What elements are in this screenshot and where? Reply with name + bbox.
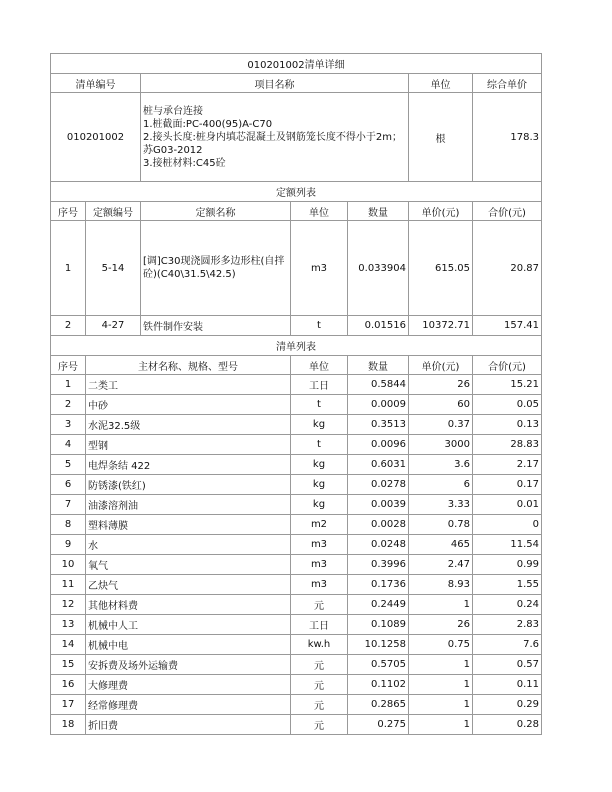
quota-col-no: 序号 (51, 202, 86, 221)
material-unit: m3 (291, 555, 348, 575)
quota-qty: 0.033904 (348, 221, 409, 316)
material-qty: 0.0009 (348, 395, 409, 415)
material-qty: 0.0278 (348, 475, 409, 495)
material-unit: kg (291, 475, 348, 495)
material-price: 0.75 (409, 635, 473, 655)
material-total: 0.24 (473, 595, 542, 615)
material-price: 3.6 (409, 455, 473, 475)
material-no: 13 (51, 615, 86, 635)
table-title: 010201002清单详细 (51, 54, 542, 74)
material-no: 9 (51, 535, 86, 555)
material-price: 8.93 (409, 575, 473, 595)
material-no: 16 (51, 675, 86, 695)
material-row (51, 615, 542, 635)
material-name: 防锈漆(铁红) (86, 475, 291, 495)
bill-description (141, 93, 409, 182)
material-price: 26 (409, 615, 473, 635)
bill-row (51, 93, 542, 182)
bill-price: 178.3 (473, 93, 542, 182)
bill-price-header: 综合单价 (473, 74, 542, 93)
material-name: 大修理费 (86, 675, 291, 695)
material-no: 12 (51, 595, 86, 615)
material-unit: t (291, 435, 348, 455)
material-total: 15.21 (473, 375, 542, 395)
material-col-total: 合价(元) (473, 356, 542, 375)
material-row (51, 695, 542, 715)
material-name: 安拆费及场外运输费 (86, 655, 291, 675)
material-no: 4 (51, 435, 86, 455)
material-no: 18 (51, 715, 86, 735)
material-price: 0.37 (409, 415, 473, 435)
material-no: 6 (51, 475, 86, 495)
material-unit: 元 (291, 695, 348, 715)
material-unit: 元 (291, 595, 348, 615)
material-unit: m2 (291, 515, 348, 535)
material-name: 塑料薄膜 (86, 515, 291, 535)
quota-col-total: 合价(元) (473, 202, 542, 221)
material-price: 1 (409, 595, 473, 615)
bill-code: 010201002 (51, 93, 141, 182)
material-qty: 0.1736 (348, 575, 409, 595)
material-no: 14 (51, 635, 86, 655)
quota-total: 20.87 (473, 221, 542, 316)
quota-code: 4-27 (86, 316, 141, 336)
material-unit: kg (291, 495, 348, 515)
quota-section-row (51, 182, 542, 202)
material-row (51, 395, 542, 415)
quota-col-qty: 数量 (348, 202, 409, 221)
material-name: 折旧费 (86, 715, 291, 735)
material-row (51, 595, 542, 615)
material-price: 60 (409, 395, 473, 415)
quota-header-row (51, 202, 542, 221)
bill-desc-line: 3.接桩材料:C45砼 (143, 157, 226, 169)
quota-unit: t (291, 316, 348, 336)
material-total: 2.17 (473, 455, 542, 475)
material-qty: 0.0096 (348, 435, 409, 455)
material-row (51, 535, 542, 555)
material-no: 8 (51, 515, 86, 535)
material-name: 型钢 (86, 435, 291, 455)
material-total: 0.99 (473, 555, 542, 575)
bill-name-header: 项目名称 (141, 74, 409, 93)
material-col-price: 单价(元) (409, 356, 473, 375)
quota-col-unit: 单位 (291, 202, 348, 221)
material-qty: 0.5705 (348, 655, 409, 675)
material-no: 17 (51, 695, 86, 715)
material-unit: 工日 (291, 615, 348, 635)
material-row (51, 375, 542, 395)
bill-unit: 根 (409, 93, 473, 182)
material-row (51, 475, 542, 495)
material-total: 2.83 (473, 615, 542, 635)
material-header-row (51, 356, 542, 375)
material-total: 0.13 (473, 415, 542, 435)
bill-desc-line: 1.桩截面:PC-400(95)A-C70 (143, 118, 273, 130)
material-col-name: 主材名称、规格、型号 (86, 356, 291, 375)
quota-no: 2 (51, 316, 86, 336)
material-total: 0.57 (473, 655, 542, 675)
material-qty: 10.1258 (348, 635, 409, 655)
quota-section-title: 定额列表 (51, 182, 542, 202)
material-name: 油漆溶剂油 (86, 495, 291, 515)
material-total: 7.6 (473, 635, 542, 655)
material-unit: 元 (291, 675, 348, 695)
material-qty: 0.0039 (348, 495, 409, 515)
material-unit: kw.h (291, 635, 348, 655)
material-name: 其他材料费 (86, 595, 291, 615)
material-no: 15 (51, 655, 86, 675)
material-total: 0.11 (473, 675, 542, 695)
material-unit: m3 (291, 575, 348, 595)
material-row (51, 675, 542, 695)
material-qty: 0.275 (348, 715, 409, 735)
material-unit: kg (291, 415, 348, 435)
material-row (51, 655, 542, 675)
material-qty: 0.2449 (348, 595, 409, 615)
material-col-unit: 单位 (291, 356, 348, 375)
quota-price: 10372.71 (409, 316, 473, 336)
material-price: 1 (409, 715, 473, 735)
material-no: 5 (51, 455, 86, 475)
material-no: 3 (51, 415, 86, 435)
material-unit: 元 (291, 715, 348, 735)
quota-qty: 0.01516 (348, 316, 409, 336)
material-name: 水泥32.5级 (86, 415, 291, 435)
material-unit: m3 (291, 535, 348, 555)
material-row (51, 495, 542, 515)
material-row (51, 415, 542, 435)
bill-code-header: 清单编号 (51, 74, 141, 93)
material-qty: 0.6031 (348, 455, 409, 475)
quota-unit: m3 (291, 221, 348, 316)
quota-row (51, 316, 542, 336)
material-qty: 0.3996 (348, 555, 409, 575)
material-qty: 0.0248 (348, 535, 409, 555)
material-row (51, 455, 542, 475)
material-row (51, 575, 542, 595)
material-price: 1 (409, 655, 473, 675)
material-name: 氧气 (86, 555, 291, 575)
material-no: 7 (51, 495, 86, 515)
material-price: 1 (409, 675, 473, 695)
material-unit: 元 (291, 655, 348, 675)
material-total: 0.05 (473, 395, 542, 415)
material-name: 电焊条结 422 (86, 455, 291, 475)
quota-col-code: 定额编号 (86, 202, 141, 221)
quota-row (51, 221, 542, 316)
material-qty: 0.3513 (348, 415, 409, 435)
quota-name: [调]C30现浇圆形多边形柱(自拌砼)(C40\31.5\42.5) (141, 221, 291, 316)
material-qty: 0.2865 (348, 695, 409, 715)
material-total: 0.28 (473, 715, 542, 735)
material-no: 2 (51, 395, 86, 415)
material-price: 2.47 (409, 555, 473, 575)
material-row (51, 715, 542, 735)
material-unit: t (291, 395, 348, 415)
material-price: 6 (409, 475, 473, 495)
material-total: 0.29 (473, 695, 542, 715)
bill-desc-line: 2.接头长度:桩身内填芯混凝土及钢筋笼长度不得小于2m； 苏G03-2012 (143, 131, 408, 156)
material-total: 28.83 (473, 435, 542, 455)
material-no: 1 (51, 375, 86, 395)
quota-total: 157.41 (473, 316, 542, 336)
bill-detail-table (50, 53, 542, 735)
material-qty: 0.1089 (348, 615, 409, 635)
material-name: 机械中电 (86, 635, 291, 655)
material-section-row (51, 336, 542, 356)
quota-no: 1 (51, 221, 86, 316)
material-name: 二类工 (86, 375, 291, 395)
material-price: 465 (409, 535, 473, 555)
material-col-qty: 数量 (348, 356, 409, 375)
material-name: 乙炔气 (86, 575, 291, 595)
material-name: 经常修理费 (86, 695, 291, 715)
material-name: 机械中人工 (86, 615, 291, 635)
material-unit: kg (291, 455, 348, 475)
material-total: 0 (473, 515, 542, 535)
material-row (51, 515, 542, 535)
quota-price: 615.05 (409, 221, 473, 316)
quota-code: 5-14 (86, 221, 141, 316)
bill-desc-line: 桩与承台连接 (143, 105, 203, 117)
quota-col-name: 定额名称 (141, 202, 291, 221)
material-name: 中砂 (86, 395, 291, 415)
material-price: 26 (409, 375, 473, 395)
material-name: 水 (86, 535, 291, 555)
material-no: 10 (51, 555, 86, 575)
material-unit: 工日 (291, 375, 348, 395)
quota-name: 铁件制作安装 (141, 316, 291, 336)
material-no: 11 (51, 575, 86, 595)
bill-unit-header: 单位 (409, 74, 473, 93)
bill-header-row (51, 74, 542, 93)
material-price: 0.78 (409, 515, 473, 535)
material-total: 11.54 (473, 535, 542, 555)
material-qty: 0.0028 (348, 515, 409, 535)
material-price: 1 (409, 695, 473, 715)
material-total: 1.55 (473, 575, 542, 595)
material-qty: 0.1102 (348, 675, 409, 695)
material-section-title: 清单列表 (51, 336, 542, 356)
quota-col-price: 单价(元) (409, 202, 473, 221)
material-row (51, 435, 542, 455)
material-total: 0.17 (473, 475, 542, 495)
material-qty: 0.5844 (348, 375, 409, 395)
material-row (51, 635, 542, 655)
material-price: 3.33 (409, 495, 473, 515)
material-row (51, 555, 542, 575)
material-price: 3000 (409, 435, 473, 455)
material-col-no: 序号 (51, 356, 86, 375)
material-total: 0.01 (473, 495, 542, 515)
